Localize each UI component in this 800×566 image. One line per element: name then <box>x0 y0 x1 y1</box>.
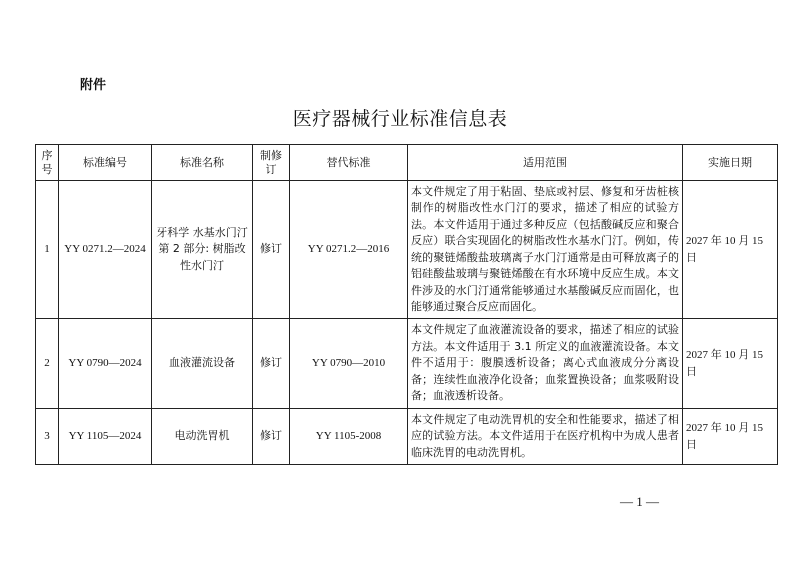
cell-scope: 本文件规定了电动洗胃机的安全和性能要求，描述了相应的试验方法。本文件适用于在医疗机构中为成人患者临床洗胃的电动洗胃机。 <box>408 409 683 465</box>
cell-revision: 修订 <box>253 181 290 319</box>
cell-replaces: YY 0271.2—2016 <box>290 181 408 319</box>
col-header-scope: 适用范围 <box>408 145 683 181</box>
cell-std-name: 电动洗胃机 <box>152 409 253 465</box>
col-header-effective: 实施日期 <box>683 145 778 181</box>
table-header-row <box>36 145 778 181</box>
standards-table <box>35 144 778 465</box>
cell-revision: 修订 <box>253 319 290 409</box>
cell-std-name: 血液灌流设备 <box>152 319 253 409</box>
page-title: 医疗器械行业标准信息表 <box>292 108 508 130</box>
cell-effective: 2027 年 10 月 15 日 <box>683 319 778 409</box>
cell-seq: 2 <box>36 319 59 409</box>
col-header-replaces: 替代标准 <box>290 145 408 181</box>
page-number: — 1 — <box>620 494 659 509</box>
cell-scope: 本文件规定了用于粘固、垫底或衬层、修复和牙齿桩核制作的树脂改性水门汀的要求，描述了相应的试验方法。本文件适用于通过多种反应（包括酸碱反应和聚合反应）联合实现固化的树脂改性水基水门汀。例如，传统的聚链烯酸盐玻璃离子水门汀通常是由可释放离子的铝硅酸盐玻璃与聚链烯酸在有水环境中反应生成。本文件涉及的水门汀通常能够通过水基酸碱反应而固化，也能够通过聚合反应而固化。 <box>408 181 683 319</box>
cell-std-no: YY 0271.2—2024 <box>59 181 152 319</box>
cell-std-name: 牙科学 水基水门汀 第 2 部分: 树脂改性水门汀 <box>152 181 253 319</box>
cell-effective: 2027 年 10 月 15 日 <box>683 409 778 465</box>
col-header-revision: 制修订 <box>253 145 290 181</box>
cell-scope: 本文件规定了血液灌流设备的要求，描述了相应的试验方法。本文件适用于 3.1 所定义的血液灌流设备。本文件不适用于：腹膜透析设备；离心式血液成分分离设备；连续性血液净化设备；血浆置换设备；血浆吸附设备；血液透析设备。 <box>408 319 683 409</box>
cell-seq: 1 <box>36 181 59 319</box>
col-header-std-no: 标准编号 <box>59 145 152 181</box>
attachment-label: 附件 <box>80 78 107 93</box>
cell-replaces: YY 0790—2010 <box>290 319 408 409</box>
table-row <box>36 319 778 409</box>
col-header-seq: 序号 <box>36 145 59 181</box>
cell-replaces: YY 1105-2008 <box>290 409 408 465</box>
cell-std-no: YY 0790—2024 <box>59 319 152 409</box>
cell-std-no: YY 1105—2024 <box>59 409 152 465</box>
cell-effective: 2027 年 10 月 15 日 <box>683 181 778 319</box>
table-row <box>36 181 778 319</box>
table-row <box>36 409 778 465</box>
col-header-std-name: 标准名称 <box>152 145 253 181</box>
cell-seq: 3 <box>36 409 59 465</box>
cell-revision: 修订 <box>253 409 290 465</box>
